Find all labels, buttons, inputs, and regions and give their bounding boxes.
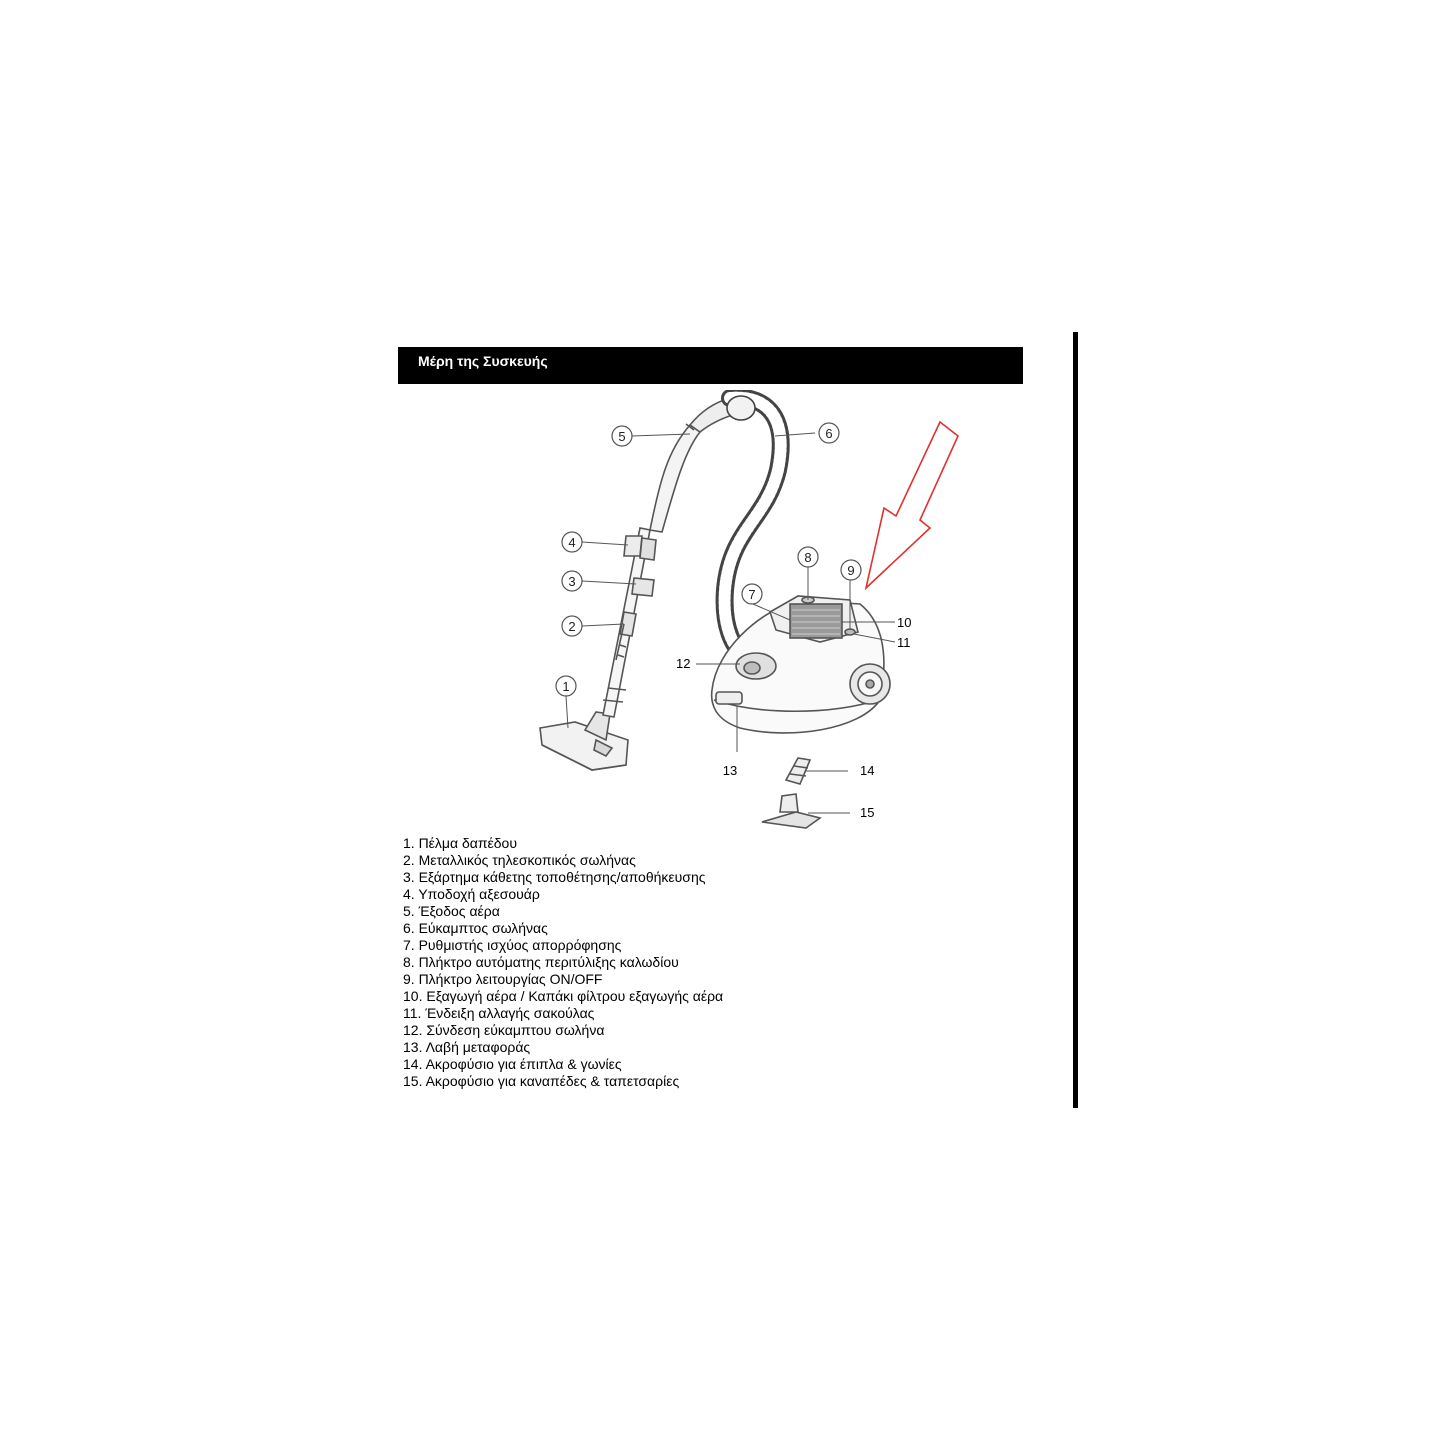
red-arrow-icon xyxy=(866,422,958,588)
callout-12: 12 xyxy=(676,656,691,671)
handle-drawing xyxy=(650,398,736,532)
parts-list-item: 7. Ρυθμιστής ισχύος απορρόφησης xyxy=(403,937,622,953)
callout-2: 2 xyxy=(568,619,576,634)
callout-6: 6 xyxy=(825,426,833,441)
parts-list-item: 13. Λαβή μεταφοράς xyxy=(403,1039,531,1055)
parts-list-item: 4. Υποδοχή αξεσουάρ xyxy=(403,886,540,902)
parts-list-item: 14. Ακροφύσιο για έπιπλα & γωνίες xyxy=(403,1056,622,1072)
callout-14: 14 xyxy=(860,763,875,778)
parts-list-item: 9. Πλήκτρο λειτουργίας ON/OFF xyxy=(403,971,603,987)
parts-list-item: 12. Σύνδεση εύκαμπτου σωλήνα xyxy=(403,1022,605,1038)
callout-9: 9 xyxy=(847,563,855,578)
parts-list-item: 8. Πλήκτρο αυτόματης περιτύλιξης καλωδίου xyxy=(403,954,679,970)
parts-list-item: 11. Ένδειξη αλλαγής σακούλας xyxy=(403,1005,595,1021)
upholstery-tool-drawing xyxy=(762,794,820,828)
callout-15: 15 xyxy=(860,805,875,820)
parts-list-item: 10. Εξαγωγή αέρα / Καπάκι φίλτρου εξαγωγής αέρα xyxy=(403,988,724,1004)
page-margin-rule xyxy=(1073,332,1078,1108)
section-title: Μέρη της Συσκευής xyxy=(418,353,548,369)
parts-list-item: 2. Μεταλλικός τηλεσκοπικός σωλήνας xyxy=(403,852,636,868)
vacuum-cleaner-diagram xyxy=(398,390,1038,840)
parking-clip-drawing xyxy=(632,578,654,596)
parts-list-item: 6. Εύκαμπτος σωλήνας xyxy=(403,920,548,936)
section-header xyxy=(398,347,1023,384)
parts-list-item: 3. Εξάρτημα κάθετης τοποθέτησης/αποθήκευσης xyxy=(403,869,706,885)
callout-13: 13 xyxy=(722,763,738,778)
callout-10: 10 xyxy=(897,615,912,630)
callout-3: 3 xyxy=(568,574,576,589)
floor-nozzle-drawing xyxy=(540,712,628,770)
callout-7: 7 xyxy=(748,587,756,602)
parts-list-item: 1. Πέλμα δαπέδου xyxy=(403,835,517,851)
callout-8: 8 xyxy=(804,550,812,565)
callout-4: 4 xyxy=(568,535,576,550)
parts-list xyxy=(403,835,723,1090)
accessory-holder-drawing xyxy=(624,536,656,560)
callout-11: 11 xyxy=(897,635,911,650)
callout-1: 1 xyxy=(562,679,570,694)
callout-5: 5 xyxy=(618,429,626,444)
parts-list-item: 5. Έξοδος αέρα xyxy=(403,903,500,919)
parts-list-item: 15. Ακροφύσιο για καναπέδες & ταπετσαρίες xyxy=(403,1073,680,1089)
